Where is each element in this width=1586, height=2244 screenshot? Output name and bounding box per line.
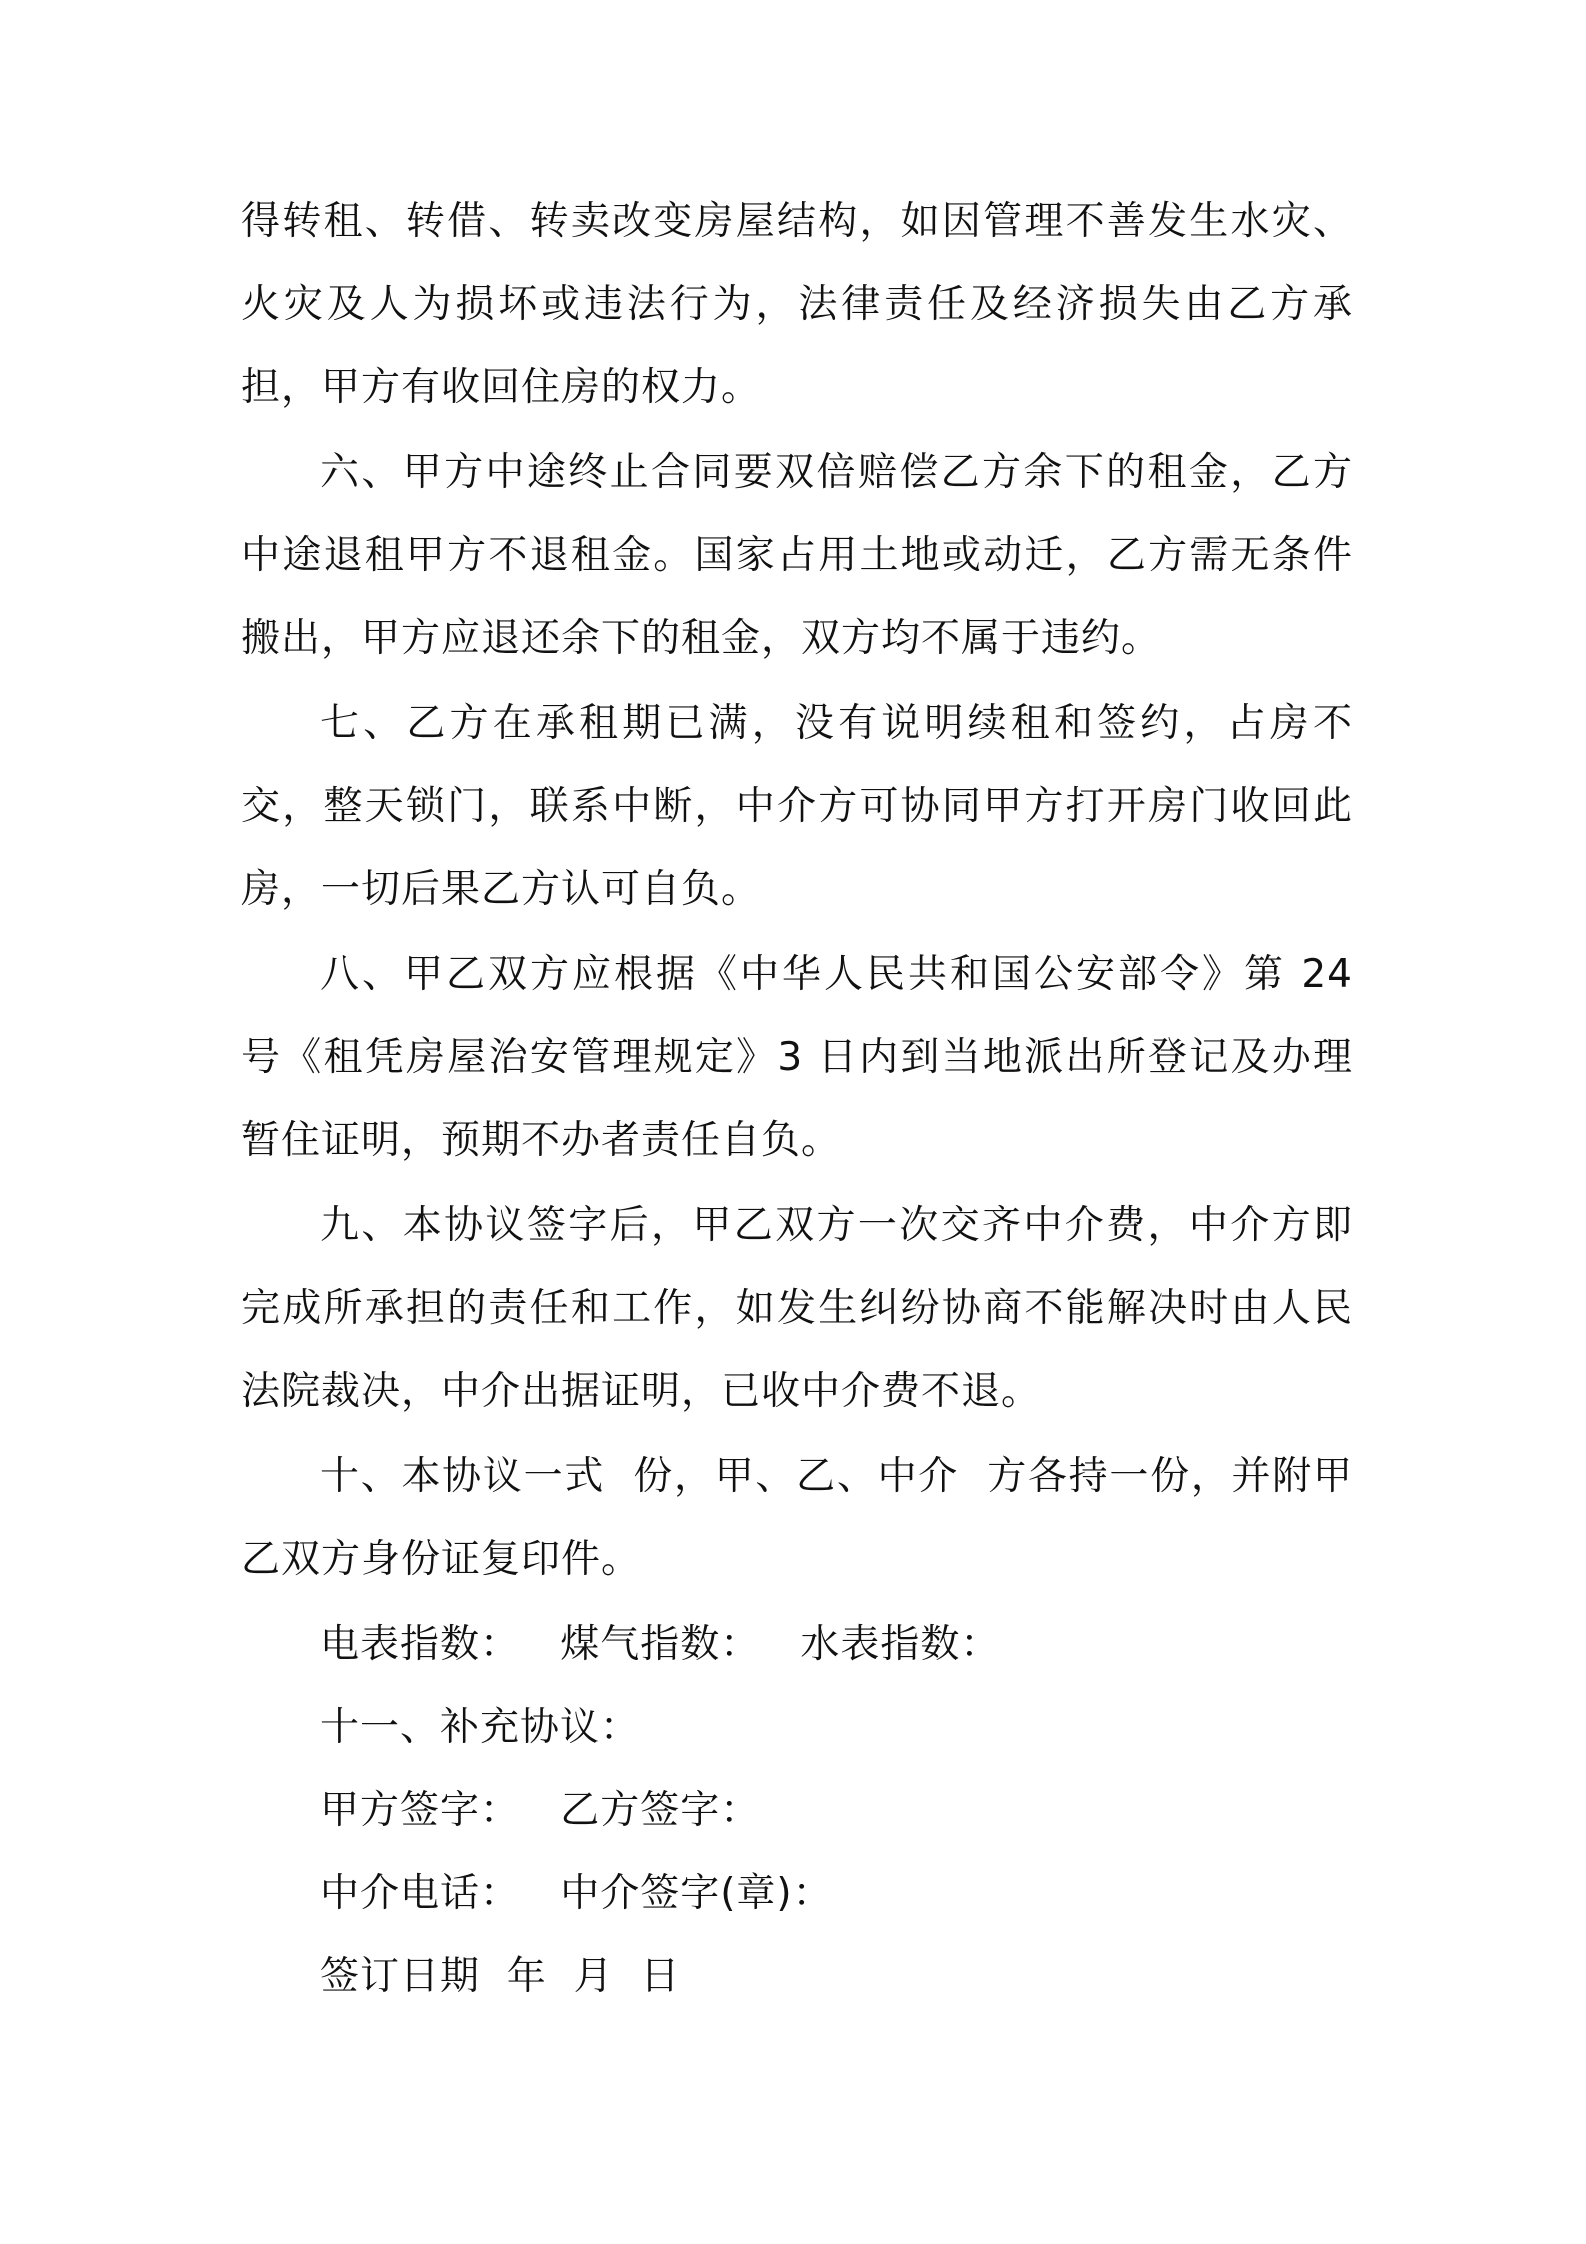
paragraph-clause-6: 六、甲方中途终止合同要双倍赔偿乙方余下的租金，乙方中途退租甲方不退租金。国家占用土地或动迁，乙方需无条件搬出，甲方应退还余下的租金，双方均不属于违约。 bbox=[241, 450, 1353, 661]
agent-contact-line: 中介电话： 中介签字(章)： bbox=[320, 1871, 833, 1916]
paragraph-clause-7: 七、乙方在承租期已满，没有说明续租和签约，占房不交，整天锁门，联系中断，中介方可协同甲方打开房门收回此房，一切后果乙方认可自负。 bbox=[241, 701, 1353, 912]
signing-date-line: 签订日期 年 月 日 bbox=[320, 1954, 681, 1999]
paragraph-clause-8: 八、甲乙双方应根据《中华人民共和国公安部令》第 24 号《租凭房屋治安管理规定》3 日内到当地派出所登记及办理暂住证明，预期不办者责任自负。 bbox=[241, 952, 1367, 1163]
supplementary-agreement-line: 十一、补充协议： bbox=[320, 1705, 641, 1750]
paragraph-clause-5-continuation: 得转租、转借、转卖改变房屋结构，如因管理不善发生水灾、火灾及人为损坏或违法行为，法律责任及经济损失由乙方承担，甲方有收回住房的权力。 bbox=[241, 199, 1353, 410]
paragraph-clause-9: 九、本协议签字后，甲乙双方一次交齐中介费，中介方即完成所承担的责任和工作，如发生纠纷协商不能解决时由人民法院裁决，中介出据证明，已收中介费不退。 bbox=[241, 1203, 1353, 1414]
meter-readings-line: 电表指数： 煤气指数： 水表指数： bbox=[320, 1622, 1001, 1667]
paragraph-clause-10: 十、本协议一式 份，甲、乙、中介 方各持一份，并附甲乙双方身份证复印件。 bbox=[241, 1454, 1353, 1582]
document-body bbox=[241, 180, 1367, 2018]
party-signatures-line: 甲方签字： 乙方签字： bbox=[320, 1788, 761, 1833]
